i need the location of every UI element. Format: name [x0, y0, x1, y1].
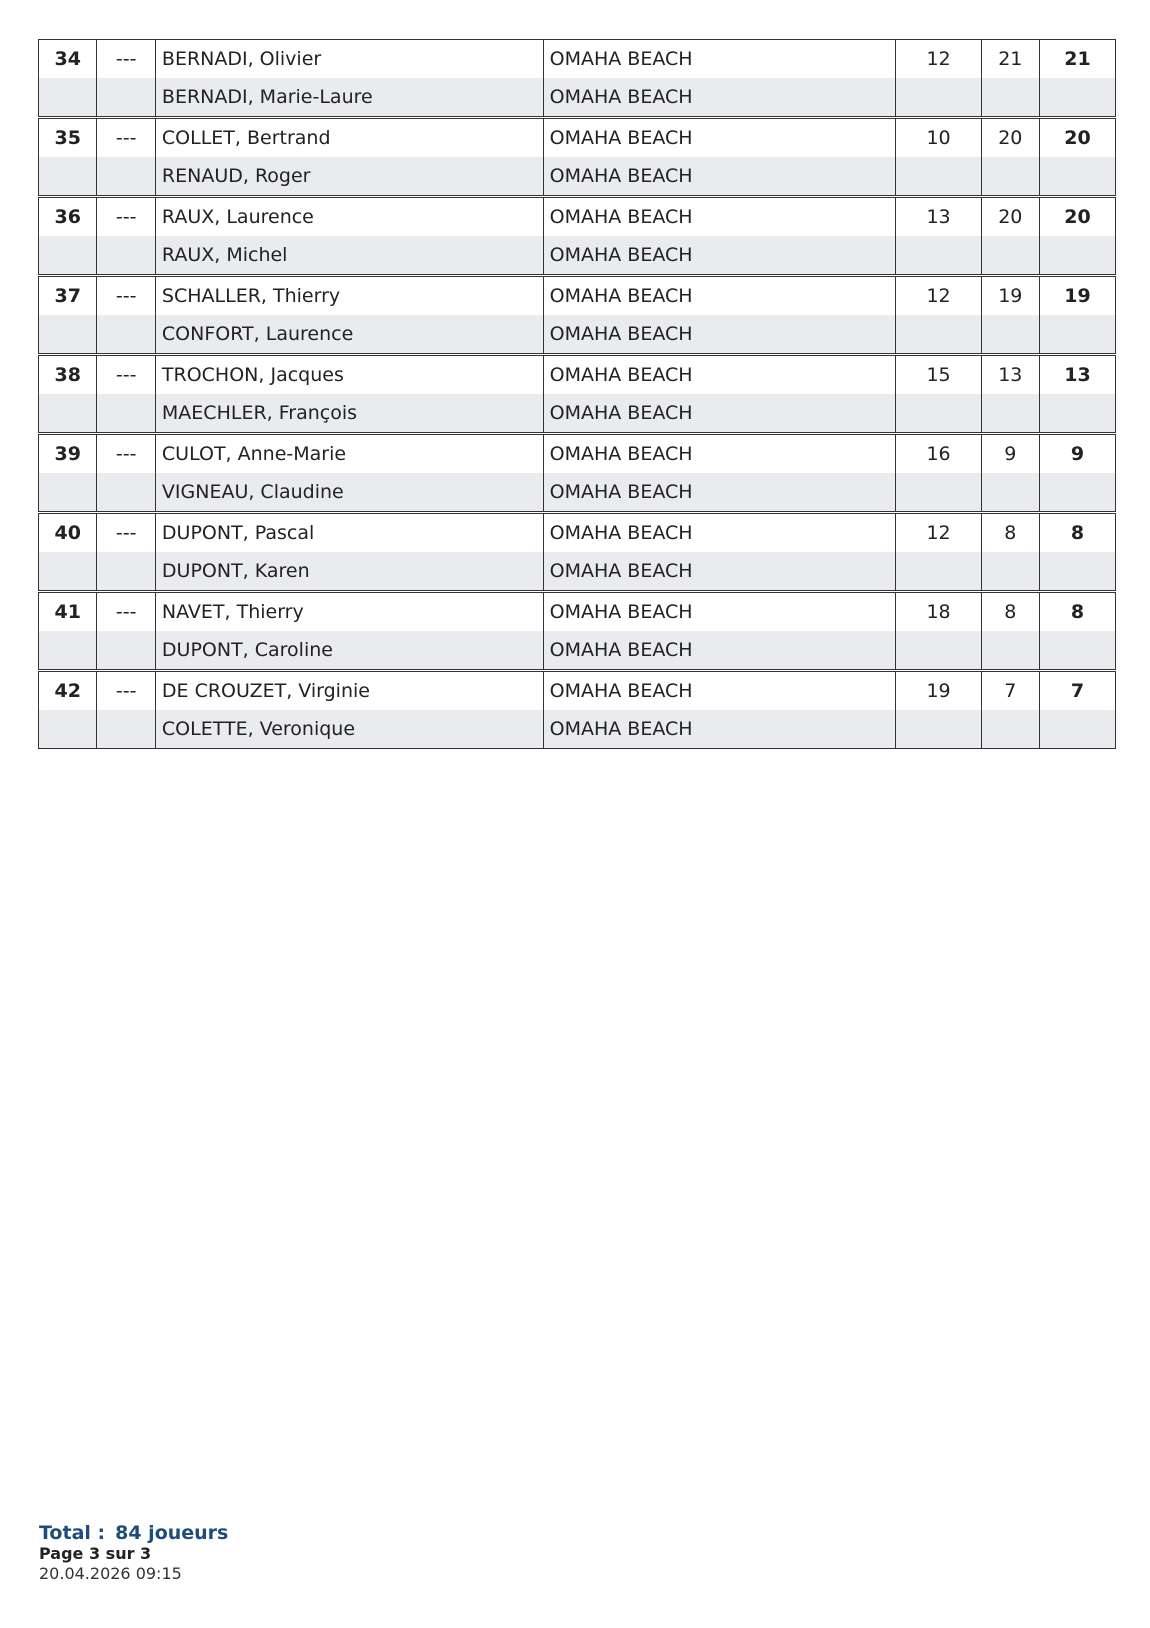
dash-cell-empty — [97, 157, 155, 197]
final-score-empty — [1040, 157, 1116, 197]
final-score: 13 — [1040, 355, 1116, 395]
partner-club: OMAHA BEACH — [543, 710, 896, 749]
rank-cell: 41 — [39, 592, 97, 632]
partner-name: MAECHLER, François — [155, 394, 543, 434]
rank-cell-empty — [39, 157, 97, 197]
partner-club: OMAHA BEACH — [543, 78, 896, 118]
page-number: Page 3 sur 3 — [39, 1544, 152, 1563]
score-2-empty — [981, 394, 1039, 434]
partner-club: OMAHA BEACH — [543, 236, 896, 276]
table-row — [39, 157, 1116, 197]
partner-name: CONFORT, Laurence — [155, 315, 543, 355]
score-2: 21 — [981, 40, 1039, 79]
final-score-empty — [1040, 236, 1116, 276]
score-2-empty — [981, 236, 1039, 276]
partner-name: DUPONT, Karen — [155, 552, 543, 592]
player-club: OMAHA BEACH — [543, 197, 896, 237]
final-score-empty — [1040, 394, 1116, 434]
final-score: 7 — [1040, 671, 1116, 711]
player-name: DUPONT, Pascal — [155, 513, 543, 553]
table-row — [39, 197, 1116, 237]
partner-club: OMAHA BEACH — [543, 631, 896, 671]
score-1-empty — [896, 78, 981, 118]
table-row — [39, 631, 1116, 671]
table-row — [39, 592, 1116, 632]
score-1: 13 — [896, 197, 981, 237]
total-count: 84 joueurs — [115, 1522, 229, 1544]
score-1: 12 — [896, 276, 981, 316]
dash-cell-empty — [97, 236, 155, 276]
player-name: TROCHON, Jacques — [155, 355, 543, 395]
score-2: 7 — [981, 671, 1039, 711]
score-2-empty — [981, 78, 1039, 118]
score-2-empty — [981, 157, 1039, 197]
dash-cell-empty — [97, 78, 155, 118]
score-2: 19 — [981, 276, 1039, 316]
dash-cell: --- — [97, 118, 155, 158]
score-2: 20 — [981, 118, 1039, 158]
results-table — [38, 39, 1116, 749]
player-club: OMAHA BEACH — [543, 434, 896, 474]
table-row — [39, 315, 1116, 355]
print-timestamp: 20.04.2026 09:15 — [39, 1564, 182, 1583]
score-2-empty — [981, 710, 1039, 749]
dash-cell-empty — [97, 315, 155, 355]
rank-cell: 36 — [39, 197, 97, 237]
partner-club: OMAHA BEACH — [543, 157, 896, 197]
score-2: 8 — [981, 592, 1039, 632]
final-score: 9 — [1040, 434, 1116, 474]
partner-name: DUPONT, Caroline — [155, 631, 543, 671]
table-row — [39, 394, 1116, 434]
player-name: CULOT, Anne-Marie — [155, 434, 543, 474]
table-row — [39, 276, 1116, 316]
rank-cell: 42 — [39, 671, 97, 711]
rank-cell-empty — [39, 473, 97, 513]
dash-cell-empty — [97, 552, 155, 592]
score-1-empty — [896, 631, 981, 671]
player-club: OMAHA BEACH — [543, 276, 896, 316]
table-row — [39, 236, 1116, 276]
player-name: COLLET, Bertrand — [155, 118, 543, 158]
dash-cell: --- — [97, 355, 155, 395]
player-name: RAUX, Laurence — [155, 197, 543, 237]
score-2: 8 — [981, 513, 1039, 553]
player-club: OMAHA BEACH — [543, 118, 896, 158]
rank-cell-empty — [39, 552, 97, 592]
score-1: 15 — [896, 355, 981, 395]
score-1-empty — [896, 710, 981, 749]
score-2: 9 — [981, 434, 1039, 474]
partner-club: OMAHA BEACH — [543, 394, 896, 434]
table-row — [39, 671, 1116, 711]
score-2: 20 — [981, 197, 1039, 237]
dash-cell-empty — [97, 394, 155, 434]
dash-cell-empty — [97, 710, 155, 749]
dash-cell: --- — [97, 197, 155, 237]
final-score: 20 — [1040, 197, 1116, 237]
score-1: 18 — [896, 592, 981, 632]
rank-cell-empty — [39, 631, 97, 671]
score-2-empty — [981, 473, 1039, 513]
table-row — [39, 434, 1116, 474]
score-1: 10 — [896, 118, 981, 158]
player-club: OMAHA BEACH — [543, 40, 896, 79]
rank-cell: 35 — [39, 118, 97, 158]
score-2: 13 — [981, 355, 1039, 395]
rank-cell-empty — [39, 315, 97, 355]
final-score-empty — [1040, 473, 1116, 513]
total-players — [39, 1522, 228, 1544]
dash-cell: --- — [97, 434, 155, 474]
player-name: DE CROUZET, Virginie — [155, 671, 543, 711]
rank-cell: 34 — [39, 40, 97, 79]
score-1-empty — [896, 394, 981, 434]
dash-cell: --- — [97, 671, 155, 711]
player-name: BERNADI, Olivier — [155, 40, 543, 79]
dash-cell: --- — [97, 276, 155, 316]
partner-club: OMAHA BEACH — [543, 473, 896, 513]
player-club: OMAHA BEACH — [543, 355, 896, 395]
table-row — [39, 40, 1116, 79]
rank-cell-empty — [39, 78, 97, 118]
player-club: OMAHA BEACH — [543, 671, 896, 711]
table-row — [39, 118, 1116, 158]
page-footer — [39, 1522, 228, 1584]
results-body — [39, 40, 1116, 749]
score-2-empty — [981, 631, 1039, 671]
table-row — [39, 78, 1116, 118]
score-1-empty — [896, 236, 981, 276]
rank-cell-empty — [39, 394, 97, 434]
player-name: SCHALLER, Thierry — [155, 276, 543, 316]
final-score: 19 — [1040, 276, 1116, 316]
table-row — [39, 513, 1116, 553]
total-label: Total : — [39, 1522, 106, 1544]
rank-cell: 37 — [39, 276, 97, 316]
partner-name: BERNADI, Marie-Laure — [155, 78, 543, 118]
final-score: 8 — [1040, 592, 1116, 632]
player-club: OMAHA BEACH — [543, 513, 896, 553]
rank-cell-empty — [39, 236, 97, 276]
rank-cell-empty — [39, 710, 97, 749]
rank-cell: 39 — [39, 434, 97, 474]
partner-name: VIGNEAU, Claudine — [155, 473, 543, 513]
final-score-empty — [1040, 78, 1116, 118]
dash-cell: --- — [97, 592, 155, 632]
final-score: 21 — [1040, 40, 1116, 79]
score-1-empty — [896, 157, 981, 197]
partner-name: RENAUD, Roger — [155, 157, 543, 197]
final-score-empty — [1040, 710, 1116, 749]
table-row — [39, 552, 1116, 592]
partner-name: RAUX, Michel — [155, 236, 543, 276]
dash-cell-empty — [97, 473, 155, 513]
score-1: 12 — [896, 40, 981, 79]
player-club: OMAHA BEACH — [543, 592, 896, 632]
dash-cell: --- — [97, 513, 155, 553]
score-1-empty — [896, 473, 981, 513]
table-row — [39, 355, 1116, 395]
rank-cell: 40 — [39, 513, 97, 553]
table-row — [39, 473, 1116, 513]
final-score-empty — [1040, 552, 1116, 592]
score-1: 16 — [896, 434, 981, 474]
table-row — [39, 710, 1116, 749]
score-2-empty — [981, 315, 1039, 355]
dash-cell-empty — [97, 631, 155, 671]
score-1-empty — [896, 315, 981, 355]
rank-cell: 38 — [39, 355, 97, 395]
partner-name: COLETTE, Veronique — [155, 710, 543, 749]
score-1: 12 — [896, 513, 981, 553]
final-score: 8 — [1040, 513, 1116, 553]
final-score: 20 — [1040, 118, 1116, 158]
score-2-empty — [981, 552, 1039, 592]
final-score-empty — [1040, 315, 1116, 355]
player-name: NAVET, Thierry — [155, 592, 543, 632]
score-1-empty — [896, 552, 981, 592]
dash-cell: --- — [97, 40, 155, 79]
score-1: 19 — [896, 671, 981, 711]
partner-club: OMAHA BEACH — [543, 315, 896, 355]
final-score-empty — [1040, 631, 1116, 671]
partner-club: OMAHA BEACH — [543, 552, 896, 592]
